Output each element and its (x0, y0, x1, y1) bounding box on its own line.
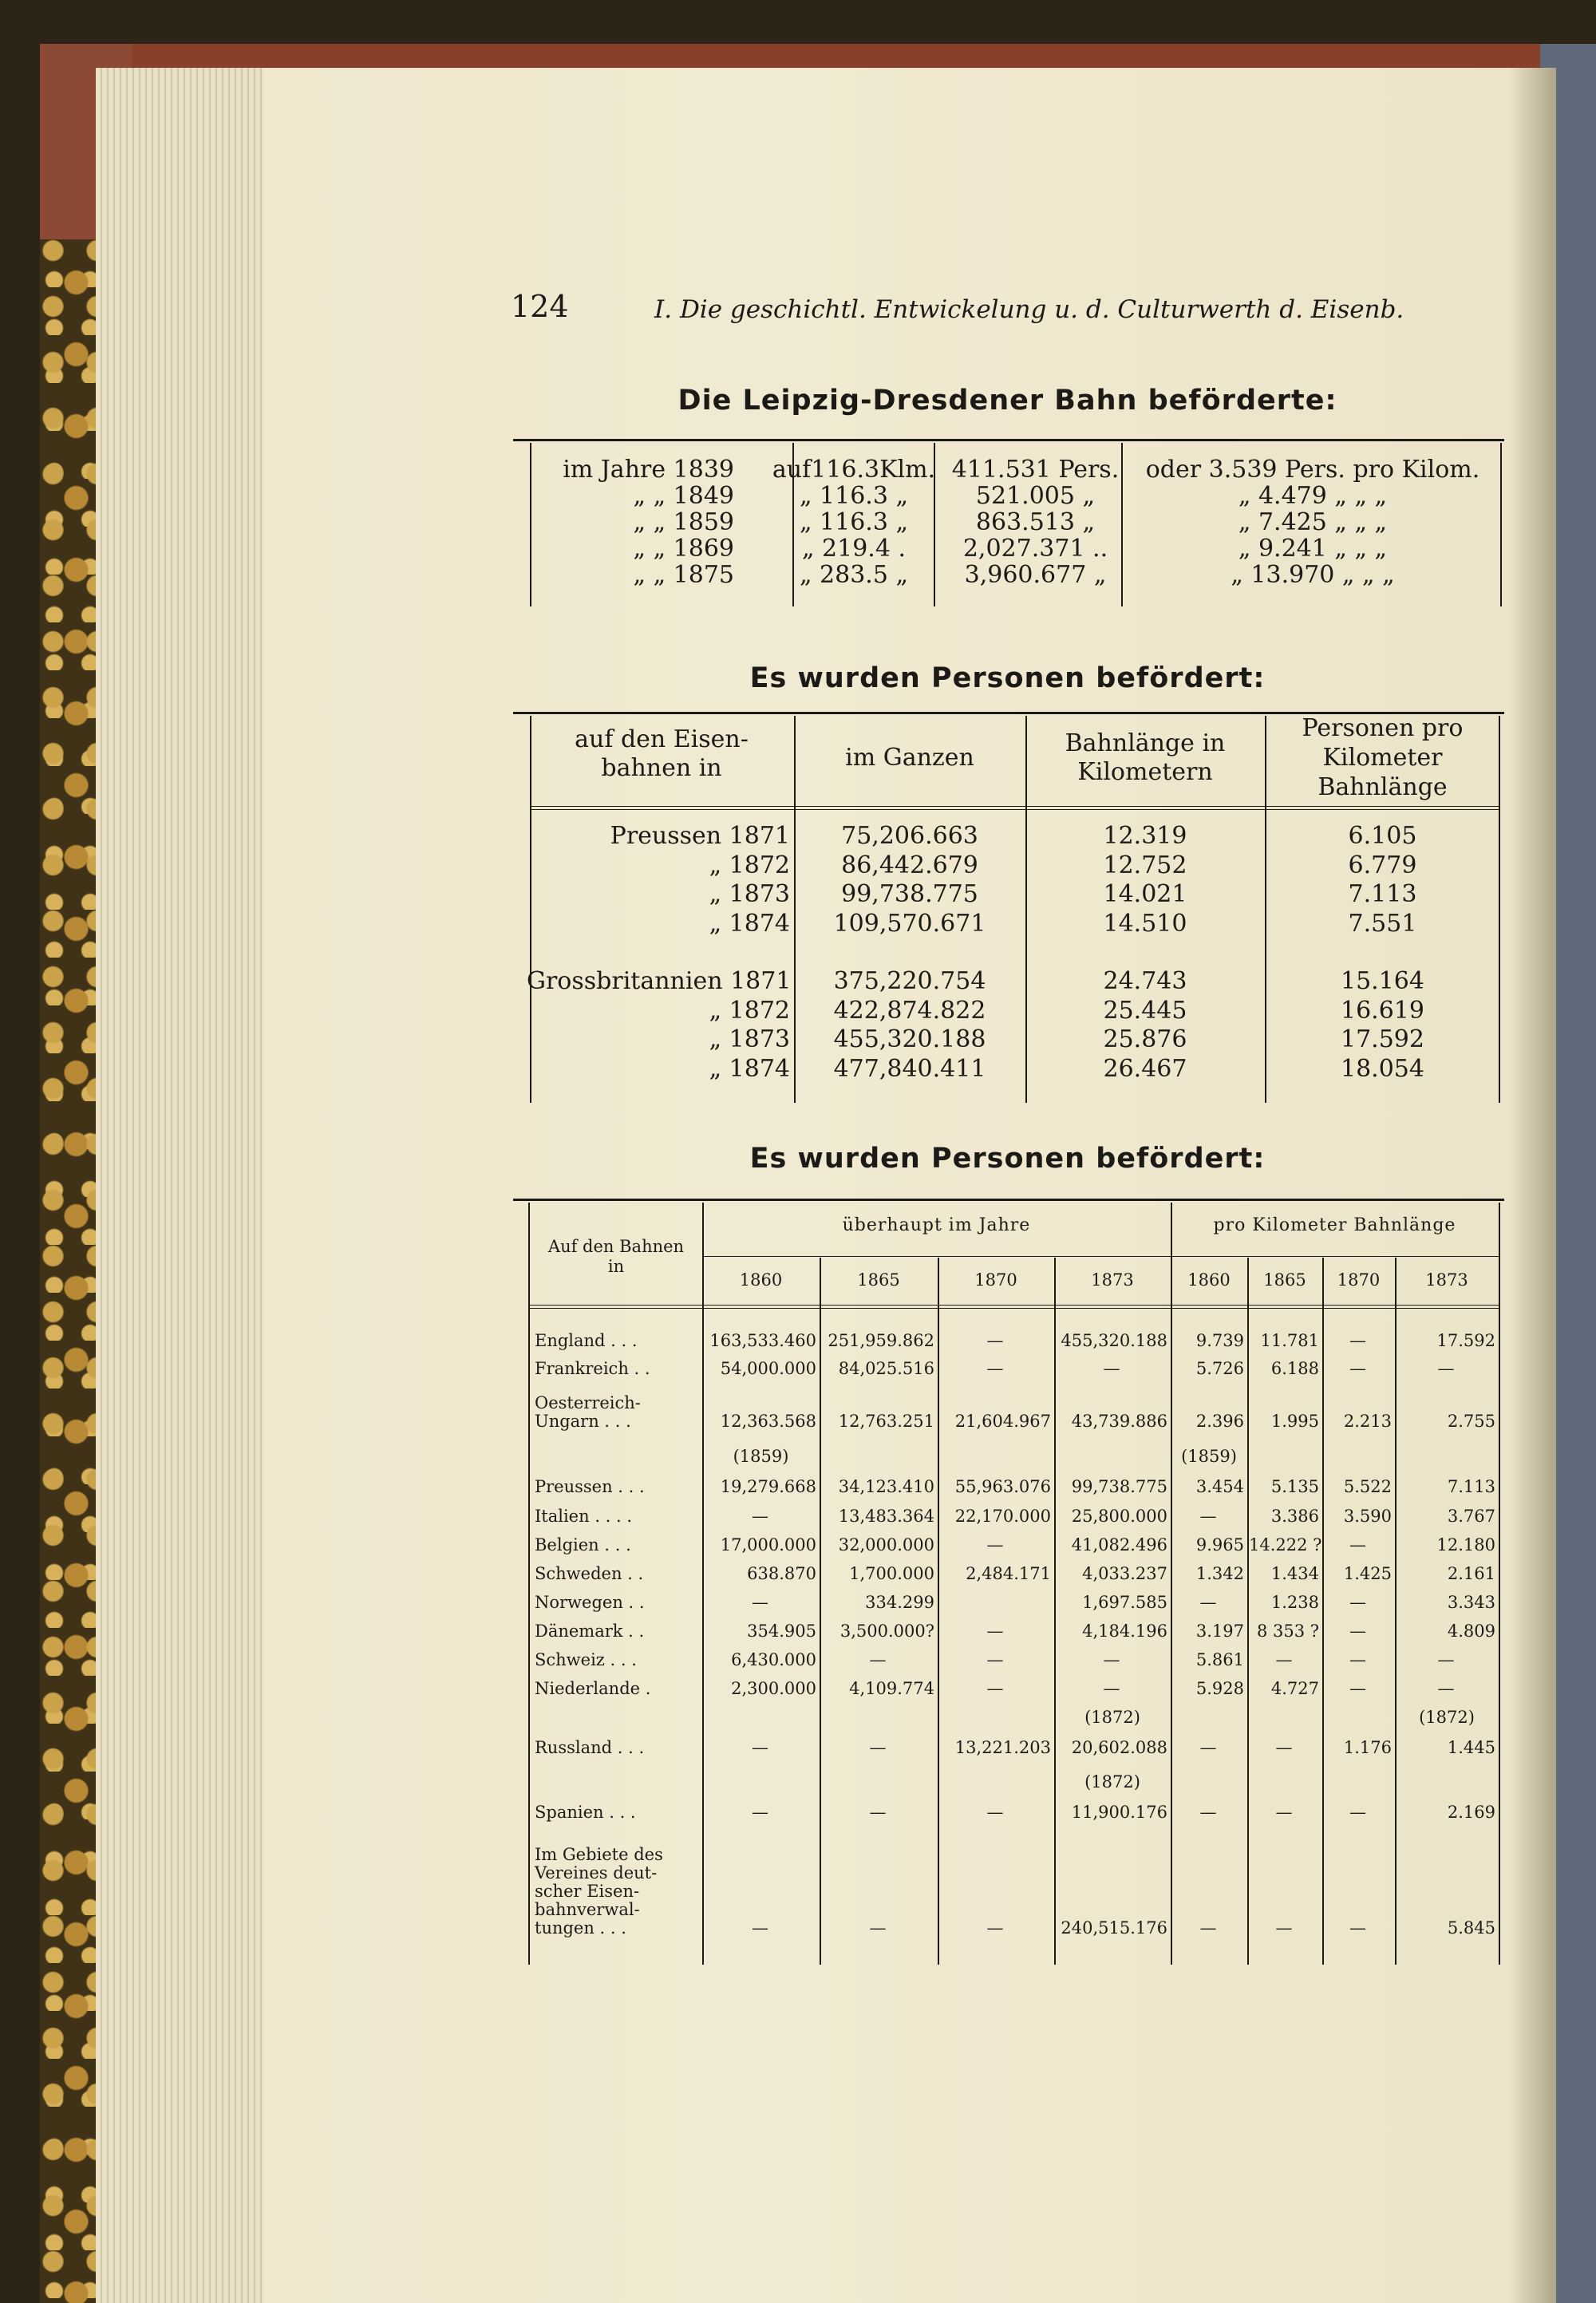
table3-row-label: Belgien . . . (535, 1535, 631, 1554)
table3-data-cell: — (986, 1622, 1004, 1641)
table2-header-length: Kilometern (1077, 758, 1213, 786)
table3-data-cell: 1,697.585 (1082, 1593, 1167, 1612)
table3-year-header: 1860 (1187, 1270, 1231, 1290)
table3-data-cell: 11.781 (1260, 1331, 1319, 1350)
table1-year-label: „ „ 1859 (633, 508, 734, 536)
table3-data-cell: 1,700.000 (849, 1564, 934, 1583)
table3-year-header: 1870 (1337, 1270, 1381, 1290)
table3-data-cell: 354.905 (747, 1622, 816, 1641)
table3-data-cell: 12,363.568 (720, 1412, 816, 1431)
table3-row-label: Im Gebiete des (535, 1845, 663, 1864)
table3-data-cell: 4.809 (1447, 1622, 1495, 1641)
table2-header-per-km: Kilometer (1322, 744, 1443, 772)
table3-data-cell: 12,763.251 (838, 1412, 934, 1431)
table3-data-cell: 21,604.967 (954, 1412, 1051, 1431)
table3-data-cell: — (1349, 1359, 1366, 1378)
table3-year-header: 1860 (739, 1270, 783, 1290)
table1-length-cell: „ 116.3 „ (799, 508, 909, 536)
table3-data-cell: 5.861 (1195, 1650, 1244, 1669)
table3-data-cell: 5.522 (1343, 1477, 1392, 1496)
table3-row-label: Schweden . . (535, 1564, 644, 1583)
table3-data-cell: 4.727 (1270, 1679, 1319, 1698)
table3-data-cell: 2,484.171 (966, 1564, 1051, 1583)
table1-persons-cell: 521.005 „ (975, 482, 1096, 510)
table3-data-cell: — (986, 1803, 1004, 1822)
table3-data-cell: 334.299 (865, 1593, 934, 1612)
table3-data-cell: — (1437, 1650, 1455, 1669)
table3-data-cell: — (1275, 1650, 1293, 1669)
table3-data-cell: — (1275, 1803, 1293, 1822)
table3-data-cell: 43,739.886 (1071, 1412, 1167, 1431)
table3-data-cell: 12.180 (1436, 1535, 1495, 1554)
table3-data-cell: — (752, 1803, 768, 1822)
table3-data-cell: 22,170.000 (954, 1507, 1051, 1526)
table3-data-cell: — (1199, 1918, 1217, 1938)
table1-year-label: „ „ 1869 (633, 535, 734, 563)
table2-column-rule (1499, 716, 1500, 1103)
table3-year-header: 1870 (974, 1270, 1017, 1290)
table2-header-per-km: Bahnlänge (1317, 773, 1448, 801)
table3-data-cell: — (869, 1803, 887, 1822)
table3-header-per-km: pro Kilometer Bahnlänge (1213, 1215, 1456, 1235)
table2-length-cell: 26.467 (1103, 1054, 1187, 1083)
table3-data-cell: 9.739 (1195, 1331, 1244, 1350)
table3-data-cell: — (1437, 1359, 1455, 1378)
table2-total-cell: 109,570.671 (833, 909, 986, 938)
table2-header-length: Bahnlänge in (1065, 729, 1226, 757)
table3-data-cell: 4,184.196 (1082, 1622, 1167, 1641)
table3-data-cell: 5.135 (1270, 1477, 1319, 1496)
table2-country-year: „ 1874 (709, 1054, 790, 1083)
table3-data-cell: — (1103, 1650, 1120, 1669)
table3-year-note: (1872) (1419, 1708, 1475, 1727)
table3-data-cell: 6.188 (1270, 1359, 1319, 1378)
table3-data-cell: 32,000.000 (838, 1535, 934, 1554)
table3-row-label: Schweiz . . . (535, 1650, 637, 1669)
table3-data-cell: 84,025.516 (838, 1359, 934, 1378)
table3-data-cell: 5.845 (1447, 1918, 1495, 1938)
table3-data-cell: 4,033.237 (1082, 1564, 1167, 1583)
table3-header-rule (530, 1305, 1499, 1306)
table3-data-cell: 41,082.496 (1071, 1535, 1167, 1554)
table2-per-km-cell: 7.551 (1348, 909, 1417, 938)
table3-data-cell: 1.995 (1270, 1412, 1319, 1431)
table1-persons-cell: 2,027.371 .. (962, 535, 1108, 563)
table3-row-label: Dänemark . . (535, 1622, 645, 1641)
table3-year-note: (1859) (1181, 1447, 1237, 1466)
table3-row-label: England . . . (535, 1331, 638, 1350)
table1-persons-cell: 863.513 „ (975, 508, 1096, 536)
table3-title: Es wurden Personen befördert: (749, 1143, 1266, 1175)
table3-row-label: Frankreich . . (535, 1359, 650, 1378)
table3-row-label: Ungarn . . . (535, 1412, 631, 1431)
table3-data-cell: — (1349, 1679, 1366, 1698)
table3-data-cell: 4,109.774 (849, 1679, 934, 1698)
table3-data-cell: 3.343 (1447, 1593, 1495, 1612)
table2-per-km-cell: 17.592 (1341, 1025, 1424, 1053)
table3-data-cell: 2.755 (1447, 1412, 1495, 1431)
table3-data-cell: 2,300.000 (731, 1679, 816, 1698)
table3-data-cell: 7.113 (1447, 1477, 1495, 1496)
table3-year-note: (1872) (1084, 1772, 1140, 1791)
table3-data-cell: 11,900.176 (1071, 1803, 1167, 1822)
table3-data-cell: 3.590 (1343, 1507, 1392, 1526)
table3-row-label: Spanien . . . (535, 1803, 636, 1822)
table3-data-cell: 1.425 (1343, 1564, 1392, 1583)
table3-column-rule (702, 1203, 704, 1965)
table3-data-cell: — (986, 1331, 1004, 1350)
table3-data-cell: 2.396 (1195, 1412, 1244, 1431)
table3-header-rule-double (530, 1308, 1499, 1309)
table3-column-rule (528, 1203, 530, 1965)
table3-data-cell: — (1349, 1593, 1366, 1612)
table3-row-label: Oesterreich- (535, 1393, 641, 1412)
table3-data-cell: 251,959.862 (828, 1331, 934, 1350)
table3-data-cell: — (1349, 1650, 1366, 1669)
table3-data-cell: 1.445 (1447, 1738, 1495, 1757)
table3-data-cell: — (1103, 1359, 1120, 1378)
table3-header-country: Auf den Bahnen (547, 1237, 685, 1256)
table3-data-cell: — (1349, 1535, 1366, 1554)
table2-header-per-km: Personen pro (1302, 714, 1464, 742)
table3-top-rule (513, 1199, 1504, 1201)
table3-data-cell: 2.213 (1343, 1412, 1392, 1431)
table3-year-note: (1872) (1084, 1708, 1140, 1727)
table3-data-cell: 3.767 (1447, 1507, 1495, 1526)
table3-data-cell: 455,320.188 (1061, 1331, 1167, 1350)
table2-per-km-cell: 6.105 (1348, 822, 1417, 850)
table3-year-header: 1865 (857, 1270, 900, 1290)
gutter-shadow (1508, 68, 1556, 2303)
table2-total-cell: 422,874.822 (833, 996, 986, 1025)
table3-data-cell: 54,000.000 (720, 1359, 816, 1378)
table3-data-cell: — (869, 1738, 887, 1757)
table3-data-cell: — (869, 1650, 887, 1669)
table2-per-km-cell: 6.779 (1348, 851, 1417, 879)
table3-data-cell: 1.342 (1195, 1564, 1244, 1583)
table3-data-cell: — (986, 1679, 1004, 1698)
table3-data-cell: 14.222 ? (1249, 1535, 1322, 1554)
table1-persons-cell: 411.531 Pers. (951, 456, 1120, 484)
table1-column-rule (530, 443, 531, 606)
page-stack-edge (96, 68, 271, 2303)
table2-country-year: „ 1873 (709, 1025, 790, 1053)
table3-year-header: 1873 (1425, 1270, 1468, 1290)
table2-country-year: Preussen 1871 (610, 822, 790, 850)
table3-data-cell: 99,738.775 (1071, 1477, 1167, 1496)
table3-row-label: tungen . . . (535, 1918, 626, 1938)
table3-data-cell: — (752, 1918, 768, 1938)
table3-data-cell: — (1275, 1918, 1293, 1938)
table3-row-label: Norwegen . . (535, 1593, 645, 1612)
table3-data-cell: 5.726 (1195, 1359, 1244, 1378)
table1-persons-cell: 3,960.677 „ (964, 561, 1107, 589)
table2-header-rule (530, 806, 1500, 807)
table3-data-cell: 13,221.203 (954, 1738, 1051, 1757)
page-number: 124 (511, 289, 569, 324)
table2-header-country: auf den Eisen- (575, 725, 749, 753)
table1-length-cell: auf116.3Klm. (772, 456, 936, 484)
table1-top-rule (513, 439, 1504, 441)
table3-data-cell: 3.454 (1195, 1477, 1244, 1496)
table2-country-year: „ 1874 (709, 909, 790, 938)
table1-per-km-cell: „ 9.241 „ „ „ (1238, 535, 1388, 563)
table3-data-cell: 2.169 (1447, 1803, 1495, 1822)
table3-year-header: 1873 (1091, 1270, 1134, 1290)
table1-length-cell: „ 219.4 . (801, 535, 907, 563)
table3-data-cell: 17,000.000 (720, 1535, 816, 1554)
table3-data-cell: — (752, 1593, 768, 1612)
table3-data-cell: — (986, 1359, 1004, 1378)
table1-year-label: im Jahre 1839 (563, 456, 734, 484)
table3-row-label: bahnverwal- (535, 1900, 640, 1919)
table2-header-country: bahnen in (601, 754, 722, 782)
table3-data-cell: 1.176 (1343, 1738, 1392, 1757)
table3-data-cell: 17.592 (1436, 1331, 1495, 1350)
table2-country-year: „ 1872 (709, 851, 790, 879)
table1-year-label: „ „ 1849 (633, 482, 734, 510)
table1-per-km-cell: „ 4.479 „ „ „ (1238, 482, 1388, 510)
table3-data-cell: 19,279.668 (720, 1477, 816, 1496)
table3-data-cell: 13,483.364 (838, 1507, 934, 1526)
running-head: I. Die geschichtl. Entwickelung u. d. Culturwerth d. Eisenb. (654, 295, 1404, 324)
table2-total-cell: 455,320.188 (833, 1025, 986, 1053)
table2-country-year: Grossbritannien 1871 (527, 967, 792, 995)
table3-row-label: scher Eisen- (535, 1882, 640, 1901)
table3-header-country: in (607, 1257, 625, 1276)
table2-total-cell: 86,442.679 (841, 851, 978, 879)
table3-data-cell: 638.870 (747, 1564, 816, 1583)
table3-data-cell: — (752, 1738, 768, 1757)
table1-length-cell: „ 116.3 „ (799, 482, 909, 510)
table3-data-cell: 240,515.176 (1061, 1918, 1167, 1938)
table2-length-cell: 12.752 (1103, 851, 1187, 879)
table3-data-cell: — (1437, 1679, 1455, 1698)
table2-header-total: im Ganzen (845, 744, 974, 772)
table3-data-cell: 20,602.088 (1071, 1738, 1167, 1757)
table3-data-cell: 55,963.076 (954, 1477, 1051, 1496)
table1-title: Die Leipzig-Dresdener Bahn beförderte: (678, 385, 1337, 417)
table1-length-cell: „ 283.5 „ (799, 561, 909, 589)
table3-data-cell: — (1349, 1918, 1366, 1938)
table3-data-cell: — (986, 1650, 1004, 1669)
table2-length-cell: 25.445 (1103, 996, 1187, 1025)
table3-data-cell: 25,800.000 (1071, 1507, 1167, 1526)
table3-column-rule (1171, 1203, 1172, 1965)
table3-data-cell: 163,533.460 (709, 1331, 816, 1350)
table3-header-overall: überhaupt im Jahre (842, 1215, 1031, 1235)
table3-data-cell: 2.161 (1447, 1564, 1495, 1583)
table3-year-rule (702, 1256, 1499, 1257)
table3-row-label: Russland . . . (535, 1738, 645, 1757)
table3-row-label: Italien . . . . (535, 1507, 633, 1526)
table3-data-cell: 1.434 (1270, 1564, 1319, 1583)
table1-year-label: „ „ 1875 (633, 561, 734, 589)
table2-per-km-cell: 7.113 (1348, 880, 1417, 908)
table3-data-cell: — (1199, 1593, 1217, 1612)
table3-data-cell: — (1349, 1622, 1366, 1641)
table1-per-km-cell: „ 13.970 „ „ „ (1231, 561, 1395, 589)
table1-column-rule (1500, 443, 1502, 606)
table3-row-label: Preussen . . . (535, 1477, 645, 1496)
table2-per-km-cell: 15.164 (1341, 967, 1424, 995)
table3-data-cell: — (1349, 1803, 1366, 1822)
table3-data-cell: 3.197 (1195, 1622, 1244, 1641)
table3-row-label: Vereines deut- (535, 1863, 658, 1882)
table1-per-km-cell: oder 3.539 Pers. pro Kilom. (1145, 456, 1480, 484)
table3-data-cell: 9.965 (1195, 1535, 1244, 1554)
table2-title: Es wurden Personen befördert: (749, 662, 1266, 694)
table3-data-cell: — (1349, 1331, 1366, 1350)
table3-column-rule (1499, 1203, 1500, 1965)
table3-data-cell: 5.928 (1195, 1679, 1244, 1698)
table2-length-cell: 25.876 (1103, 1025, 1187, 1053)
table3-year-note: (1859) (733, 1447, 789, 1466)
table2-total-cell: 99,738.775 (841, 880, 978, 908)
table2-per-km-cell: 16.619 (1341, 996, 1424, 1025)
table3-data-cell: 34,123.410 (838, 1477, 934, 1496)
table3-data-cell: — (1275, 1738, 1293, 1757)
table1-per-km-cell: „ 7.425 „ „ „ (1238, 508, 1388, 536)
table3-data-cell: 1.238 (1270, 1593, 1319, 1612)
table3-data-cell: — (986, 1535, 1004, 1554)
table3-data-cell: 3.386 (1270, 1507, 1319, 1526)
table3-data-cell: — (1103, 1679, 1120, 1698)
table3-data-cell: 8 353 ? (1256, 1622, 1319, 1641)
table2-total-cell: 75,206.663 (841, 822, 978, 850)
table2-length-cell: 14.021 (1103, 880, 1187, 908)
table2-length-cell: 24.743 (1103, 967, 1187, 995)
table2-country-year: „ 1872 (709, 996, 790, 1025)
table2-country-year: „ 1873 (709, 880, 790, 908)
table3-data-cell: — (1199, 1507, 1217, 1526)
table3-data-cell: 3,500.000? (839, 1622, 934, 1641)
table2-header-rule-double (530, 809, 1500, 810)
table2-total-cell: 477,840.411 (833, 1054, 986, 1083)
table3-data-cell: — (1199, 1803, 1217, 1822)
table3-data-cell: 6,430.000 (731, 1650, 816, 1669)
table2-per-km-cell: 18.054 (1341, 1054, 1424, 1083)
table2-length-cell: 14.510 (1103, 909, 1187, 938)
table3-row-label: Niederlande . (535, 1679, 651, 1698)
table3-data-cell: — (752, 1507, 768, 1526)
table2-column-rule (1265, 716, 1266, 1103)
table2-column-rule (794, 716, 796, 1103)
table3-data-cell: — (986, 1918, 1004, 1938)
table3-year-header: 1865 (1263, 1270, 1306, 1290)
table3-data-cell: — (869, 1918, 887, 1938)
table2-length-cell: 12.319 (1103, 822, 1187, 850)
table3-data-cell: — (1199, 1738, 1217, 1757)
table2-total-cell: 375,220.754 (833, 967, 986, 995)
